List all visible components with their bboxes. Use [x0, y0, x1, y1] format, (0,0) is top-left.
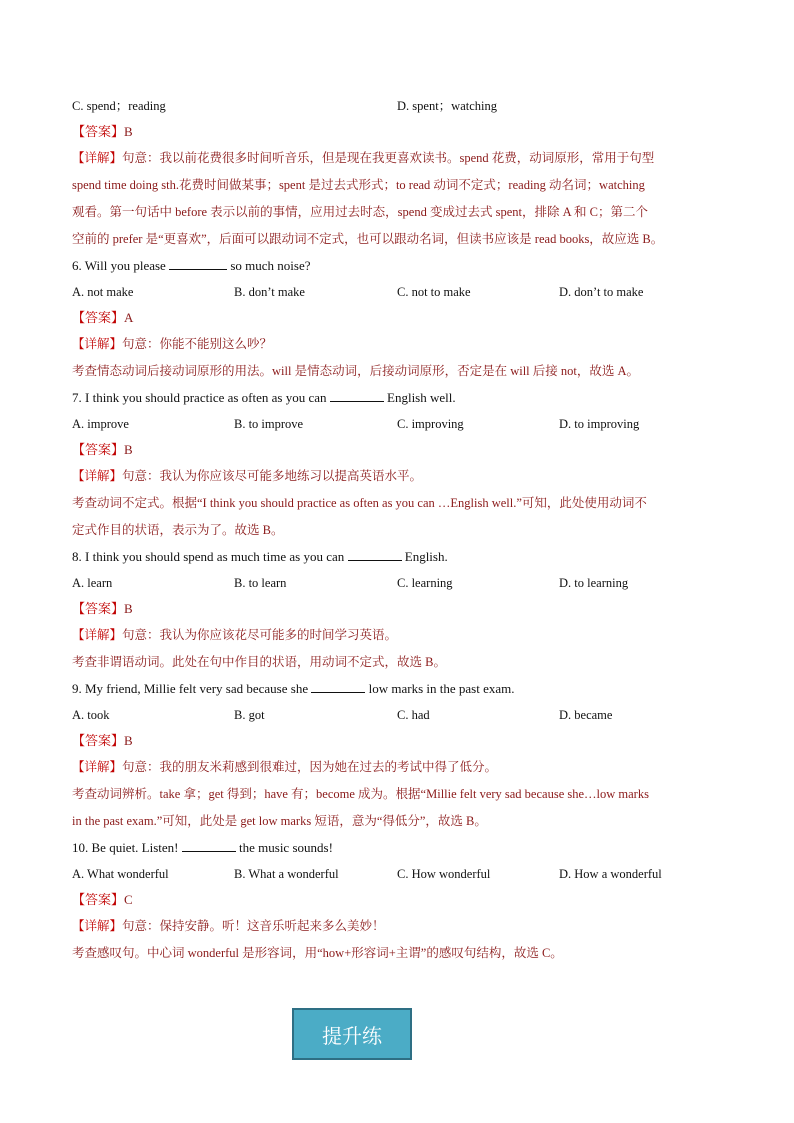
- q9-option-d: D. became: [559, 708, 613, 722]
- q9-stem: 9. My friend, Millie felt very sad because she low marks in the past exam.: [72, 676, 722, 702]
- q6-option-d: D. don’t to make: [559, 285, 644, 299]
- q8-option-b: B. to learn: [234, 576, 287, 590]
- q7-stem: 7. I think you should practice as often as you can English well.: [72, 385, 722, 411]
- q6-option-c: C. not to make: [397, 285, 471, 299]
- q10-stem: 10. Be quiet. Listen! the music sounds!: [72, 835, 722, 861]
- q6-option-b: B. don’t make: [234, 285, 305, 299]
- q8-option-c: C. learning: [397, 576, 453, 590]
- q7-answer: 【答案】B: [72, 442, 133, 457]
- q9-option-c: C. had: [397, 708, 430, 722]
- blank: [311, 678, 365, 693]
- q6-option-a: A. not make: [72, 285, 134, 299]
- q10-option-d: D. How a wonderful: [559, 867, 662, 881]
- q8-options: [72, 570, 722, 596]
- q9-options: [72, 702, 722, 728]
- q6-stem: 6. Will you please so much noise?: [72, 253, 722, 279]
- q5-option-d: D. spent；watching: [397, 99, 497, 113]
- blank: [348, 546, 402, 561]
- blank: [182, 837, 236, 852]
- detail-label: 【详解】: [72, 151, 123, 165]
- q5-answer: 【答案】B: [72, 124, 133, 139]
- q8-stem: 8. I think you should spend as much time as you can English.: [72, 544, 722, 570]
- q5-detail: 【详解】句意：我以前花费很多时间听音乐，但是现在我更喜欢读书。spend 花费，动词原形，常用于句型 spend time doing sth.花费时间做某事；spent 是过去式形式；to read 动词不定式；reading 动名词；watching 观看。第一句话中 before 表示以前的事情，应用过去时态，spend 变成过去式 spent，排除 A 和 C；第二个 空前的 prefer 是“更喜欢”，后面可以跟动词不定式，也可以跟动名词，但读书应该是 read books，故应选 B。: [72, 151, 664, 246]
- q6-detail: 【详解】句意：你能不能别这么吵？ 考查情态动词后接动词原形的用法。will 是情态动词，后接动词原形，否定是在 will 后接 not，故选 A。: [72, 337, 640, 378]
- q9-option-a: A. took: [72, 708, 110, 722]
- q9-answer: 【答案】B: [72, 733, 133, 748]
- q10-option-c: C. How wonderful: [397, 867, 491, 881]
- q10-option-a: A. What wonderful: [72, 867, 169, 881]
- q10-detail: 【详解】句意：保持安静。听！这音乐听起来多么美妙！ 考查感叹句。中心词 wonderful 是形容词，用“how+形容词+主谓”的感叹句结构，故选 C。: [72, 919, 563, 960]
- q5-options: [72, 93, 722, 119]
- q8-option-a: A. learn: [72, 576, 113, 590]
- q8-option-d: D. to learning: [559, 576, 629, 590]
- q5-option-c: C. spend；reading: [72, 99, 166, 113]
- q8-detail: 【详解】句意：我认为你应该花尽可能多的时间学习英语。 考查非谓语动词。此处在句中作目的状语，用动词不定式，故选 B。: [72, 628, 446, 669]
- q7-option-a: A. improve: [72, 417, 129, 431]
- q8-answer: 【答案】B: [72, 601, 133, 616]
- blank: [169, 255, 227, 270]
- q10-answer: 【答案】C: [72, 892, 133, 907]
- section-button-advanced-practice[interactable]: 提升练: [292, 1008, 412, 1060]
- q7-detail: 【详解】句意：我认为你应该尽可能多地练习以提高英语水平。 考查动词不定式。根据“I think you should practice as often as you can …English well.”可知，此处使用动词不 定式作目的状语，表示为了。故选 B。: [72, 469, 647, 537]
- q7-options: [72, 411, 722, 437]
- document-body: [72, 93, 722, 967]
- q7-option-c: C. improving: [397, 417, 464, 431]
- q9-detail: 【详解】句意：我的朋友米莉感到很难过，因为她在过去的考试中得了低分。 考查动词辨析。take 拿；get 得到；have 有；become 成为。根据“Millie felt very sad because she…low marks in the past exam.”可知，此处是 get low marks 短语，意为“得低分”，故选 B。: [72, 760, 649, 828]
- q7-option-b: B. to improve: [234, 417, 304, 431]
- q9-option-b: B. got: [234, 708, 265, 722]
- q7-option-d: D. to improving: [559, 417, 640, 431]
- q10-option-b: B. What a wonderful: [234, 867, 339, 881]
- blank: [330, 387, 384, 402]
- q6-options: [72, 279, 722, 305]
- q10-options: [72, 861, 722, 887]
- q6-answer: 【答案】A: [72, 310, 134, 325]
